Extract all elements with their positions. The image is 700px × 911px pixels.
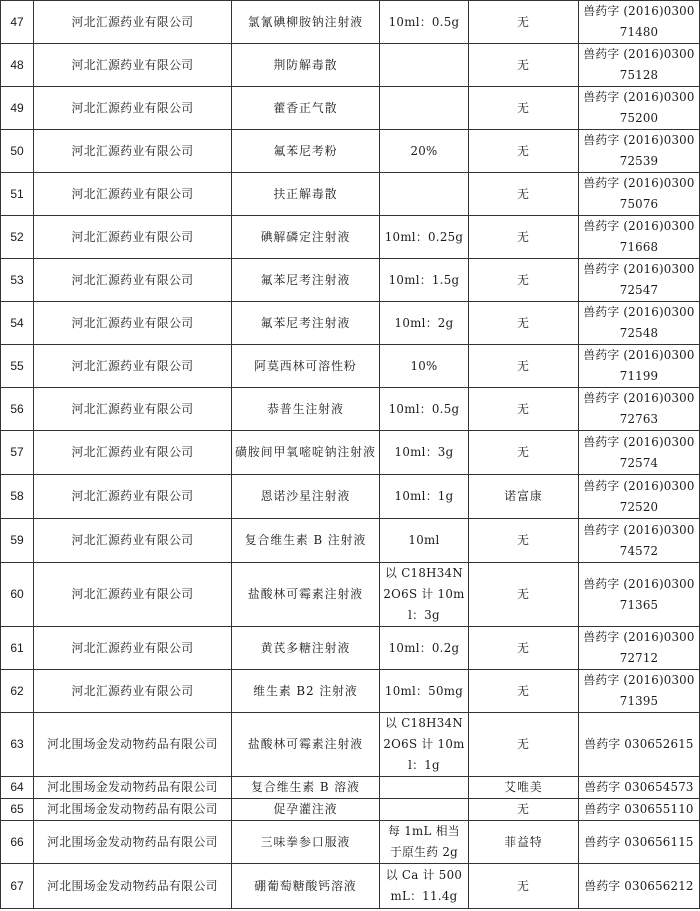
row-number: 53 xyxy=(1,259,34,302)
approval-number: 兽药字 030655110 xyxy=(579,799,700,821)
product-name: 碘解磷定注射液 xyxy=(232,216,380,259)
company-name: 河北汇源药业有限公司 xyxy=(34,475,232,519)
trade-name: 无 xyxy=(469,302,579,345)
row-number: 63 xyxy=(1,713,34,777)
product-name: 恭普生注射液 xyxy=(232,388,380,431)
row-number: 67 xyxy=(1,864,34,909)
product-name: 氟苯尼考粉 xyxy=(232,130,380,173)
company-name: 河北围场金发动物药品有限公司 xyxy=(34,821,232,864)
approval-number: 兽药字 030652615 xyxy=(579,713,700,777)
trade-name: 无 xyxy=(469,1,579,44)
company-name: 河北围场金发动物药品有限公司 xyxy=(34,713,232,777)
trade-name: 无 xyxy=(469,627,579,670)
specification xyxy=(380,777,469,799)
trade-name: 无 xyxy=(469,87,579,130)
table-row xyxy=(1,864,700,909)
product-name: 氟苯尼考注射液 xyxy=(232,259,380,302)
product-name: 硼葡萄糖酸钙溶液 xyxy=(232,864,380,909)
table-row xyxy=(1,713,700,777)
company-name: 河北围场金发动物药品有限公司 xyxy=(34,777,232,799)
trade-name: 无 xyxy=(469,563,579,627)
row-number: 60 xyxy=(1,563,34,627)
trade-name: 无 xyxy=(469,713,579,777)
company-name: 河北汇源药业有限公司 xyxy=(34,1,232,44)
row-number: 61 xyxy=(1,627,34,670)
company-name: 河北汇源药业有限公司 xyxy=(34,259,232,302)
company-name: 河北汇源药业有限公司 xyxy=(34,216,232,259)
product-name: 黄芪多糖注射液 xyxy=(232,627,380,670)
trade-name: 无 xyxy=(469,388,579,431)
specification xyxy=(380,44,469,87)
trade-name: 无 xyxy=(469,519,579,563)
product-name: 盐酸林可霉素注射液 xyxy=(232,563,380,627)
specification: 10ml：0.2g xyxy=(380,627,469,670)
row-number: 55 xyxy=(1,345,34,388)
company-name: 河北围场金发动物药品有限公司 xyxy=(34,864,232,909)
product-name: 促孕灌注液 xyxy=(232,799,380,821)
product-name: 扶正解毒散 xyxy=(232,173,380,216)
approval-number: 兽药字 (2016)030071365 xyxy=(579,563,700,627)
approval-number: 兽药字 (2016)030075076 xyxy=(579,173,700,216)
row-number: 56 xyxy=(1,388,34,431)
approval-number: 兽药字 (2016)030071480 xyxy=(579,1,700,44)
trade-name: 菲益特 xyxy=(469,821,579,864)
specification: 20% xyxy=(380,130,469,173)
company-name: 河北汇源药业有限公司 xyxy=(34,519,232,563)
table-row xyxy=(1,627,700,670)
table-row xyxy=(1,259,700,302)
product-name: 复合维生素 B 溶液 xyxy=(232,777,380,799)
row-number: 59 xyxy=(1,519,34,563)
approval-number: 兽药字 030656115 xyxy=(579,821,700,864)
company-name: 河北汇源药业有限公司 xyxy=(34,627,232,670)
row-number: 64 xyxy=(1,777,34,799)
trade-name: 无 xyxy=(469,259,579,302)
product-name: 氯氰碘柳胺钠注射液 xyxy=(232,1,380,44)
table-row xyxy=(1,388,700,431)
specification: 10ml xyxy=(380,519,469,563)
approval-number: 兽药字 (2016)030072547 xyxy=(579,259,700,302)
approval-number: 兽药字 030654573 xyxy=(579,777,700,799)
specification: 10% xyxy=(380,345,469,388)
specification xyxy=(380,173,469,216)
company-name: 河北汇源药业有限公司 xyxy=(34,130,232,173)
specification: 10ml：1.5g xyxy=(380,259,469,302)
row-number: 62 xyxy=(1,670,34,713)
product-name: 盐酸林可霉素注射液 xyxy=(232,713,380,777)
specification: 10ml：0.5g xyxy=(380,388,469,431)
trade-name: 艾唯美 xyxy=(469,777,579,799)
table-row xyxy=(1,519,700,563)
row-number: 47 xyxy=(1,1,34,44)
approval-number: 兽药字 (2016)030071668 xyxy=(579,216,700,259)
table-row xyxy=(1,431,700,475)
row-number: 50 xyxy=(1,130,34,173)
trade-name: 无 xyxy=(469,799,579,821)
product-name: 阿莫西林可溶性粉 xyxy=(232,345,380,388)
company-name: 河北汇源药业有限公司 xyxy=(34,173,232,216)
product-name: 磺胺间甲氧嘧啶钠注射液 xyxy=(232,431,380,475)
row-number: 54 xyxy=(1,302,34,345)
approval-number: 兽药字 (2016)030072574 xyxy=(579,431,700,475)
specification: 10ml：1g xyxy=(380,475,469,519)
row-number: 49 xyxy=(1,87,34,130)
specification: 10ml：0.25g xyxy=(380,216,469,259)
specification: 10ml：3g xyxy=(380,431,469,475)
approval-number: 兽药字 (2016)030075200 xyxy=(579,87,700,130)
specification xyxy=(380,87,469,130)
table-row xyxy=(1,1,700,44)
company-name: 河北汇源药业有限公司 xyxy=(34,670,232,713)
approval-number: 兽药字 (2016)030072520 xyxy=(579,475,700,519)
row-number: 48 xyxy=(1,44,34,87)
approval-number: 兽药字 (2016)030072539 xyxy=(579,130,700,173)
approval-number: 兽药字 (2016)030072548 xyxy=(579,302,700,345)
table-row xyxy=(1,799,700,821)
product-name: 恩诺沙星注射液 xyxy=(232,475,380,519)
trade-name: 无 xyxy=(469,216,579,259)
row-number: 51 xyxy=(1,173,34,216)
table-row xyxy=(1,216,700,259)
table-row xyxy=(1,44,700,87)
company-name: 河北汇源药业有限公司 xyxy=(34,431,232,475)
company-name: 河北汇源药业有限公司 xyxy=(34,44,232,87)
specification: 以 Ca 计 500mL：11.4g xyxy=(380,864,469,909)
row-number: 58 xyxy=(1,475,34,519)
trade-name: 无 xyxy=(469,864,579,909)
approval-number: 兽药字 (2016)030075128 xyxy=(579,44,700,87)
product-name: 荆防解毒散 xyxy=(232,44,380,87)
approval-number: 兽药字 (2016)030074572 xyxy=(579,519,700,563)
specification: 每 1mL 相当于原生药 2g xyxy=(380,821,469,864)
table-row xyxy=(1,563,700,627)
table-row xyxy=(1,87,700,130)
company-name: 河北汇源药业有限公司 xyxy=(34,563,232,627)
table-row xyxy=(1,130,700,173)
product-name: 藿香正气散 xyxy=(232,87,380,130)
trade-name: 诺富康 xyxy=(469,475,579,519)
row-number: 52 xyxy=(1,216,34,259)
table-row xyxy=(1,777,700,799)
specification: 10ml：50mg xyxy=(380,670,469,713)
specification: 10ml：2g xyxy=(380,302,469,345)
table-row xyxy=(1,475,700,519)
approval-number: 兽药字 (2016)030071395 xyxy=(579,670,700,713)
trade-name: 无 xyxy=(469,670,579,713)
approval-number: 兽药字 030656212 xyxy=(579,864,700,909)
company-name: 河北汇源药业有限公司 xyxy=(34,87,232,130)
trade-name: 无 xyxy=(469,431,579,475)
row-number: 57 xyxy=(1,431,34,475)
trade-name: 无 xyxy=(469,345,579,388)
table-row xyxy=(1,345,700,388)
table-row xyxy=(1,670,700,713)
specification: 以 C18H34N2O6S 计 10ml：1g xyxy=(380,713,469,777)
trade-name: 无 xyxy=(469,44,579,87)
product-name: 维生素 B2 注射液 xyxy=(232,670,380,713)
company-name: 河北汇源药业有限公司 xyxy=(34,302,232,345)
company-name: 河北汇源药业有限公司 xyxy=(34,388,232,431)
specification: 以 C18H34N2O6S 计 10ml：3g xyxy=(380,563,469,627)
company-name: 河北汇源药业有限公司 xyxy=(34,345,232,388)
product-name: 复合维生素 B 注射液 xyxy=(232,519,380,563)
product-name: 三味拳参口服液 xyxy=(232,821,380,864)
table-row xyxy=(1,821,700,864)
row-number: 65 xyxy=(1,799,34,821)
approval-number: 兽药字 (2016)030072712 xyxy=(579,627,700,670)
table-row xyxy=(1,173,700,216)
specification: 10ml：0.5g xyxy=(380,1,469,44)
product-name: 氟苯尼考注射液 xyxy=(232,302,380,345)
trade-name: 无 xyxy=(469,173,579,216)
trade-name: 无 xyxy=(469,130,579,173)
row-number: 66 xyxy=(1,821,34,864)
table-body xyxy=(1,1,700,909)
company-name: 河北围场金发动物药品有限公司 xyxy=(34,799,232,821)
specification xyxy=(380,799,469,821)
approval-number: 兽药字 (2016)030072763 xyxy=(579,388,700,431)
approval-number: 兽药字 (2016)030071199 xyxy=(579,345,700,388)
table-row xyxy=(1,302,700,345)
